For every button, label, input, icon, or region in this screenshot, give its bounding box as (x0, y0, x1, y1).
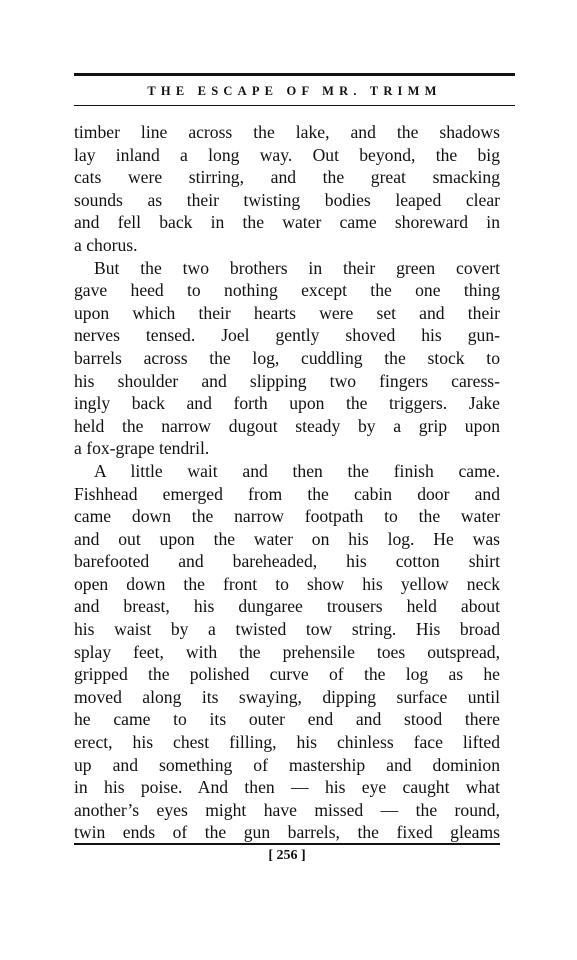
text-line: another’s eyes might have missed — the round, (74, 799, 500, 820)
text-line: cats were stirring, and the great smacking (74, 167, 500, 188)
text-line: ingly back and forth upon the triggers. Jake (74, 393, 500, 414)
body-text (74, 121, 500, 844)
paragraph (74, 121, 500, 257)
text-line: he came to its outer end and stood there (74, 709, 500, 730)
text-line: A little wait and then the finish came. (94, 460, 500, 481)
text-line: barrels across the log, cuddling the stock to (74, 347, 500, 368)
text-line: and out upon the water on his log. He was (74, 528, 500, 549)
footer-rule (74, 843, 500, 845)
text-line: a fox-grape tendril. (74, 438, 210, 459)
text-line: in his poise. And then — his eye caught what (74, 777, 500, 798)
header-rule-top (74, 73, 515, 76)
paragraph (74, 460, 500, 844)
text-line: his shoulder and slipping two fingers caress- (74, 370, 500, 391)
text-line: erect, his chest filling, his chinless face lifted (74, 732, 500, 753)
header-rule-bottom (74, 105, 515, 106)
text-line: gripped the polished curve of the log as he (74, 664, 500, 685)
text-line: and fell back in the water came shoreward in (74, 212, 500, 233)
text-line: sounds as their twisting bodies leaped clear (74, 189, 500, 210)
text-line: his waist by a twisted tow string. His broad (74, 619, 500, 640)
text-line: open down the front to show his yellow neck (74, 573, 500, 594)
text-line: timber line across the lake, and the shadows (74, 122, 500, 142)
text-line: Fishhead emerged from the cabin door and (74, 483, 500, 504)
text-line: a chorus. (74, 234, 138, 255)
paragraph (74, 257, 500, 460)
text-line: up and something of mastership and dominion (74, 754, 500, 775)
text-line: splay feet, with the prehensile toes outspread, (74, 641, 500, 662)
text-line: came down the narrow footpath to the water (74, 506, 500, 527)
text-line: lay inland a long way. Out beyond, the big (74, 144, 500, 165)
text-line: and breast, his dungaree trousers held about (74, 596, 500, 617)
text-line: nerves tensed. Joel gently shoved his gun- (74, 325, 500, 346)
text-line: twin ends of the gun barrels, the fixed gleams (74, 822, 500, 843)
text-line: upon which their hearts were set and their (74, 302, 500, 323)
text-line: gave heed to nothing except the one thing (74, 280, 500, 301)
running-head: THE ESCAPE OF MR. TRIMM (147, 84, 442, 98)
page-number: [ 256 ] (268, 848, 306, 863)
text-line: barefooted and bareheaded, his cotton shirt (74, 551, 500, 572)
text-line: But the two brothers in their green covert (94, 257, 500, 278)
text-line: held the narrow dugout steady by a grip upon (74, 415, 500, 436)
text-line: moved along its swaying, dipping surface until (74, 686, 500, 707)
